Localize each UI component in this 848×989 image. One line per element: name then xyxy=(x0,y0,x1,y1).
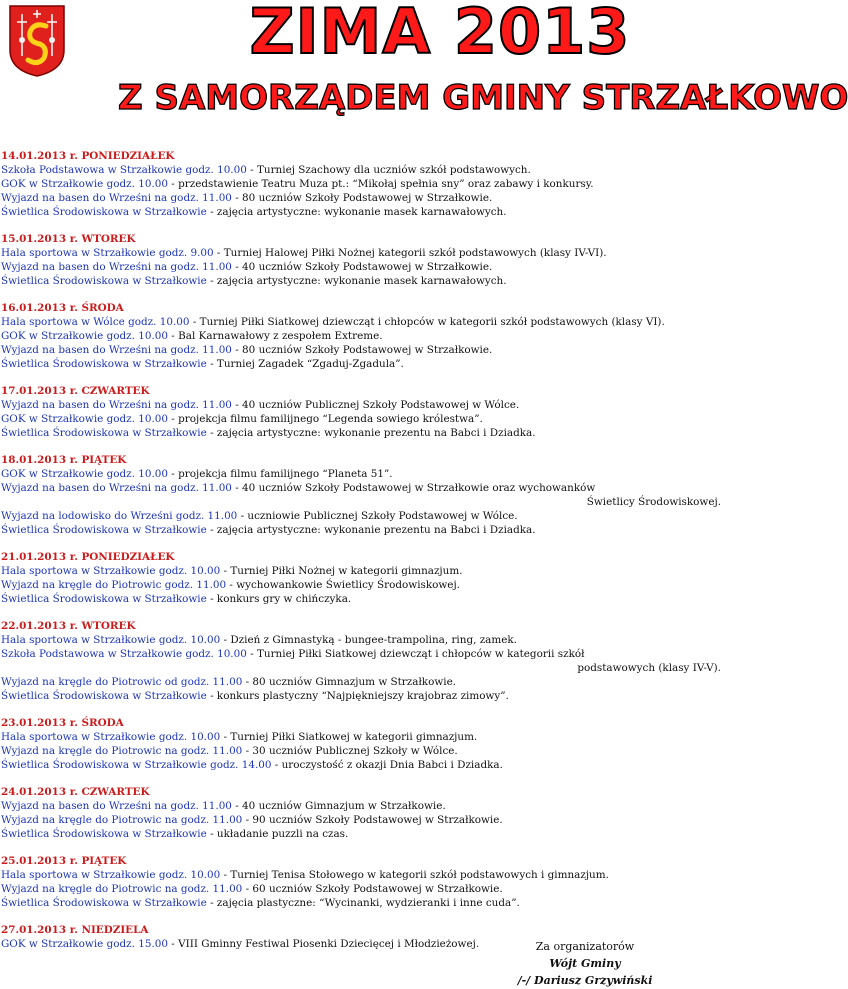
event-item xyxy=(1,578,729,592)
event-item xyxy=(1,523,729,537)
event-description: - VIII Gminny Festiwal Piosenki Dziecięcej i Młodzieżowej. xyxy=(168,938,480,950)
event-venue: Świetlica Środowiskowa w Strzałkowie xyxy=(1,593,207,605)
event-item xyxy=(1,274,729,288)
event-description: - uroczystość z okazji Dnia Babci i Dziadka. xyxy=(271,759,503,771)
event-venue: Świetlica Środowiskowa w Strzałkowie godz. 14.00 xyxy=(1,759,272,771)
event-description: - konkurs gry w chińczyka. xyxy=(206,593,352,605)
event-item xyxy=(1,315,729,329)
day-heading: 21.01.2013 r. PONIEDZIAŁEK xyxy=(1,551,175,563)
event-description-continued: Świetlicy Środowiskowej. xyxy=(586,496,721,508)
event-item xyxy=(1,412,729,426)
day-section xyxy=(1,854,729,910)
event-description: - zajęcia artystyczne: wykonanie masek karnawałowych. xyxy=(206,206,507,218)
event-item xyxy=(1,882,729,896)
event-description: - 40 uczniów Gimnazjum w Strzałkowie. xyxy=(231,800,446,812)
event-item xyxy=(1,633,729,647)
event-venue: Szkoła Podstawowa w Strzałkowie godz. 10.00 xyxy=(1,648,247,660)
day-section xyxy=(1,453,729,537)
event-item xyxy=(1,260,729,274)
event-description: - 80 uczniów Gimnazjum w Strzałkowie. xyxy=(242,676,457,688)
event-item xyxy=(1,246,729,260)
event-venue: Hala sportowa w Strzałkowie godz. 10.00 xyxy=(1,565,221,577)
event-venue: Świetlica Środowiskowa w Strzałkowie xyxy=(1,828,207,840)
event-venue: GOK w Strzałkowie godz. 15.00 xyxy=(1,938,168,950)
event-item xyxy=(1,758,729,772)
event-venue: Wyjazd na kręgle do Piotrowic na godz. 11.00 xyxy=(1,814,243,826)
event-description: - Turniej Szachowy dla uczniów szkół podstawowych. xyxy=(246,164,531,176)
event-venue: Wyjazd na basen do Wrześni na godz. 11.00 xyxy=(1,344,232,356)
day-heading: 25.01.2013 r. PIĄTEK xyxy=(1,855,127,867)
event-description: - Turniej Piłki Nożnej w kategorii gimnazjum. xyxy=(220,565,463,577)
day-heading: 18.01.2013 r. PIĄTEK xyxy=(1,454,127,466)
day-heading: 15.01.2013 r. WTOREK xyxy=(1,233,136,245)
event-venue: Wyjazd na basen do Wrześni na godz. 11.00 xyxy=(1,261,232,273)
event-description: - Bal Karnawałowy z zespołem Extreme. xyxy=(168,330,383,342)
event-item xyxy=(1,467,729,481)
event-description: - układanie puzzli na czas. xyxy=(206,828,349,840)
event-item xyxy=(1,868,729,882)
event-item xyxy=(1,564,729,578)
day-section xyxy=(1,716,729,772)
signature-name: /-/ Dariusz Grzywiński xyxy=(517,974,653,987)
day-section xyxy=(1,149,729,219)
event-description: - uczniowie Publicznej Szkoły Podstawowej w Wólce. xyxy=(237,510,518,522)
day-section xyxy=(1,232,729,288)
event-item xyxy=(1,675,729,689)
poster-title: ZIMA 2013 xyxy=(249,0,631,68)
day-section xyxy=(1,301,729,371)
event-description: - 80 uczniów Szkoły Podstawowej w Strzałkowie. xyxy=(231,192,493,204)
event-item xyxy=(1,896,729,910)
event-description: - 60 uczniów Szkoły Podstawowej w Strzałkowie. xyxy=(242,883,503,895)
poster-subtitle: Z SAMORZĄDEM GMINY STRZAŁKOWO xyxy=(118,78,848,118)
event-venue: GOK w Strzałkowie godz. 10.00 xyxy=(1,468,168,480)
event-description: - Dzień z Gimnastyką - bungee-trampolina, ring, zamek. xyxy=(220,634,517,646)
event-venue: Wyjazd na basen do Wrześni na godz. 11.00 xyxy=(1,482,232,494)
event-venue: Świetlica Środowiskowa w Strzałkowie xyxy=(1,524,207,536)
signature-caption: Za organizatorów xyxy=(535,940,635,953)
event-venue: Hala sportowa w Wólce godz. 10.00 xyxy=(1,316,190,328)
day-section xyxy=(1,384,729,440)
event-venue: GOK w Strzałkowie godz. 10.00 xyxy=(1,178,168,190)
day-heading: 16.01.2013 r. ŚRODA xyxy=(1,302,124,314)
event-description-continued: podstawowych (klasy IV-V). xyxy=(577,662,721,674)
event-description: - zajęcia artystyczne: wykonanie prezentu na Babci i Dziadka. xyxy=(206,524,536,536)
event-item xyxy=(1,592,729,606)
event-description: - zajęcia artystyczne: wykonanie masek karnawałowych. xyxy=(206,275,507,287)
event-description: - Turniej Piłki Siatkowej dziewcząt i chłopców w kategorii szkół xyxy=(246,648,585,660)
event-item xyxy=(1,343,729,357)
event-venue: Wyjazd na kręgle do Piotrowic godz. 11.00 xyxy=(1,579,227,591)
event-venue: Wyjazd na lodowisko do Wrześni godz. 11.00 xyxy=(1,510,238,522)
event-item xyxy=(1,329,729,343)
event-item xyxy=(1,481,729,495)
event-venue: Wyjazd na basen do Wrześni na godz. 11.00 xyxy=(1,800,232,812)
day-heading: 14.01.2013 r. PONIEDZIAŁEK xyxy=(1,150,175,162)
event-item xyxy=(1,813,729,827)
event-venue: Świetlica Środowiskowa w Strzałkowie xyxy=(1,358,207,370)
event-venue: Świetlica Środowiskowa w Strzałkowie xyxy=(1,427,207,439)
day-heading: 17.01.2013 r. CZWARTEK xyxy=(1,385,150,397)
day-heading: 24.01.2013 r. CZWARTEK xyxy=(1,786,150,798)
signature-title: Wójt Gminy xyxy=(549,957,621,970)
event-description: - 80 uczniów Szkoły Podstawowej w Strzałkowie. xyxy=(231,344,493,356)
event-description: - 40 uczniów Szkoły Podstawowej w Strzałkowie oraz wychowanków xyxy=(231,482,596,494)
event-venue: Świetlica Środowiskowa w Strzałkowie xyxy=(1,206,207,218)
coat-of-arms-icon xyxy=(8,4,66,78)
event-description: - konkurs plastyczny “Najpiękniejszy krajobraz zimowy”. xyxy=(206,690,509,702)
event-item xyxy=(1,398,729,412)
event-venue: Szkoła Podstawowa w Strzałkowie godz. 10.00 xyxy=(1,164,247,176)
event-item xyxy=(1,426,729,440)
event-description: - Turniej Piłki Siatkowej dziewcząt i chłopców w kategorii szkół podstawowych (klasy VI). xyxy=(189,316,665,328)
event-description: - 30 uczniów Publicznej Szkoły w Wólce. xyxy=(242,745,458,757)
day-section xyxy=(1,619,729,703)
event-venue: Wyjazd na kręgle do Piotrowic na godz. 11.00 xyxy=(1,745,243,757)
event-description: - zajęcia plastyczne: “Wycinanki, wydzieranki i inne cuda”. xyxy=(206,897,520,909)
event-description: - 90 uczniów Szkoły Podstawowej w Strzałkowie. xyxy=(242,814,503,826)
day-section xyxy=(1,550,729,606)
event-item xyxy=(1,357,729,371)
event-item xyxy=(1,163,729,177)
event-description: - 40 uczniów Publicznej Szkoły Podstawowej w Wólce. xyxy=(231,399,520,411)
event-item xyxy=(1,730,729,744)
day-heading: 23.01.2013 r. ŚRODA xyxy=(1,717,124,729)
event-item xyxy=(1,509,729,523)
event-venue: Świetlica Środowiskowa w Strzałkowie xyxy=(1,897,207,909)
day-heading: 27.01.2013 r. NIEDZIELA xyxy=(1,924,149,936)
event-item xyxy=(1,191,729,205)
event-item xyxy=(1,827,729,841)
event-description: - Turniej Halowej Piłki Nożnej kategorii szkół podstawowych (klasy IV-VI). xyxy=(213,247,607,259)
signature-block xyxy=(500,938,670,989)
event-venue: Hala sportowa w Strzałkowie godz. 10.00 xyxy=(1,869,221,881)
event-description: - projekcja filmu familijnego “Planeta 51”. xyxy=(168,468,393,480)
event-venue: Wyjazd na kręgle do Piotrowic na godz. 11.00 xyxy=(1,883,243,895)
event-venue: Hala sportowa w Strzałkowie godz. 9.00 xyxy=(1,247,214,259)
event-item xyxy=(1,647,729,661)
day-heading: 22.01.2013 r. WTOREK xyxy=(1,620,136,632)
event-venue: Wyjazd na basen do Wrześni na godz. 11.00 xyxy=(1,399,232,411)
event-venue: Wyjazd na kręgle do Piotrowic od godz. 11.00 xyxy=(1,676,243,688)
day-section xyxy=(1,785,729,841)
event-venue: GOK w Strzałkowie godz. 10.00 xyxy=(1,330,168,342)
event-description: - 40 uczniów Szkoły Podstawowej w Strzałkowie. xyxy=(231,261,493,273)
event-venue: GOK w Strzałkowie godz. 10.00 xyxy=(1,413,168,425)
event-description: - Turniej Tenisa Stołowego w kategorii szkół podstawowych i gimnazjum. xyxy=(220,869,609,881)
event-item xyxy=(1,205,729,219)
event-venue: Świetlica Środowiskowa w Strzałkowie xyxy=(1,690,207,702)
event-description: - zajęcia artystyczne: wykonanie prezentu na Babci i Dziadka. xyxy=(206,427,536,439)
event-item xyxy=(1,744,729,758)
event-venue: Świetlica Środowiskowa w Strzałkowie xyxy=(1,275,207,287)
event-item xyxy=(1,177,729,191)
event-item xyxy=(1,689,729,703)
event-description: - Turniej Zagadek “Zgaduj-Zgadula”. xyxy=(206,358,404,370)
event-venue: Wyjazd na basen do Wrześni na godz. 11.00 xyxy=(1,192,232,204)
event-venue: Hala sportowa w Strzałkowie godz. 10.00 xyxy=(1,731,221,743)
event-description: - przedstawienie Teatru Muza pt.: “Mikołaj spełnia sny” oraz zabawy i konkursy. xyxy=(168,178,594,190)
event-description: - wychowankowie Świetlicy Środowiskowej. xyxy=(226,579,460,591)
event-description: - projekcja filmu familijnego “Legenda sowiego królestwa”. xyxy=(168,413,483,425)
event-description: - Turniej Piłki Siatkowej w kategorii gimnazjum. xyxy=(220,731,478,743)
event-item xyxy=(1,799,729,813)
event-schedule xyxy=(1,149,729,964)
event-venue: Hala sportowa w Strzałkowie godz. 10.00 xyxy=(1,634,221,646)
